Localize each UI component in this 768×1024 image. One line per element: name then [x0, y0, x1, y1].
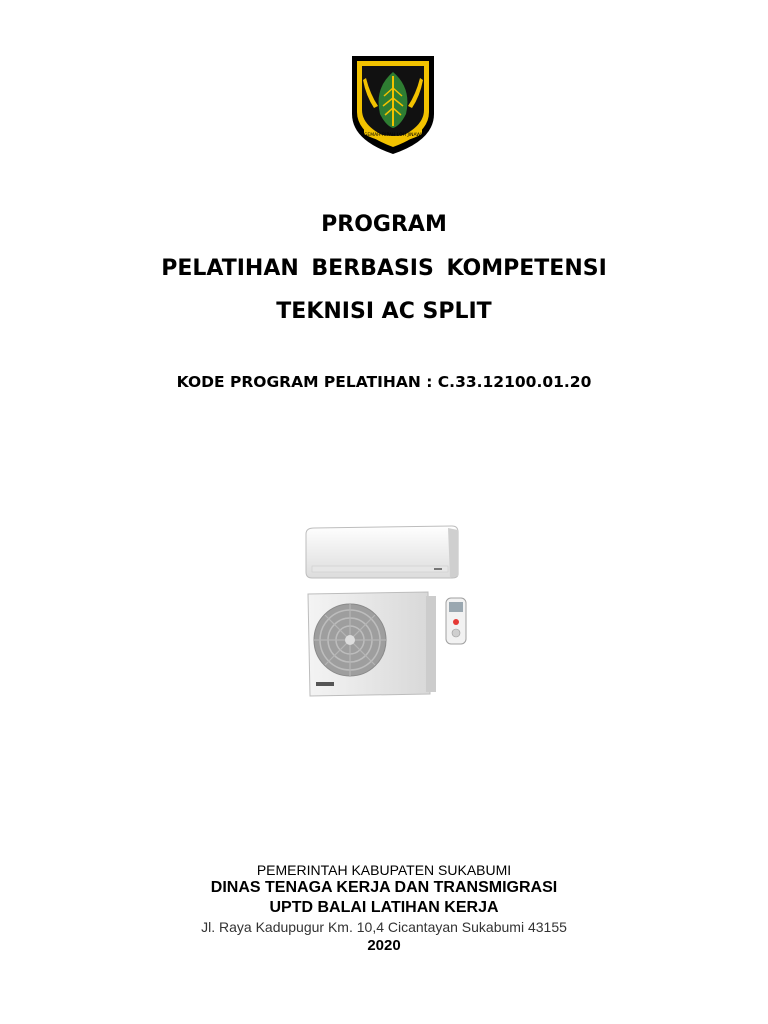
regency-emblem: [350, 54, 436, 156]
outdoor-unit-icon: [308, 592, 436, 696]
footer-address: Jl. Raya Kadupugur Km. 10,4 Cicantayan Sukabumi 43155: [201, 919, 567, 935]
ac-split-illustration: [300, 522, 480, 702]
footer-agency: DINAS TENAGA KERJA DAN TRANSMIGRASI: [210, 879, 558, 896]
footer-government: PEMERINTAH KABUPATEN SUKABUMI: [256, 862, 512, 878]
title-pelatihan: PELATIHAN BERBASIS KOMPETENSI: [161, 256, 607, 281]
emblem-motto: GEMAH RIPAH LOH JINAWI: [363, 133, 423, 138]
program-code: KODE PROGRAM PELATIHAN : C.33.12100.01.20: [176, 373, 592, 391]
indoor-unit-icon: [306, 526, 458, 578]
footer-unit: UPTD BALAI LATIHAN KERJA: [269, 899, 499, 916]
emblem-shield-icon: [350, 54, 436, 156]
footer-year: 2020: [367, 937, 401, 954]
title-program: PROGRAM: [321, 212, 447, 237]
title-teknisi: TEKNISI AC SPLIT: [276, 299, 492, 324]
remote-control-icon: [446, 598, 466, 644]
